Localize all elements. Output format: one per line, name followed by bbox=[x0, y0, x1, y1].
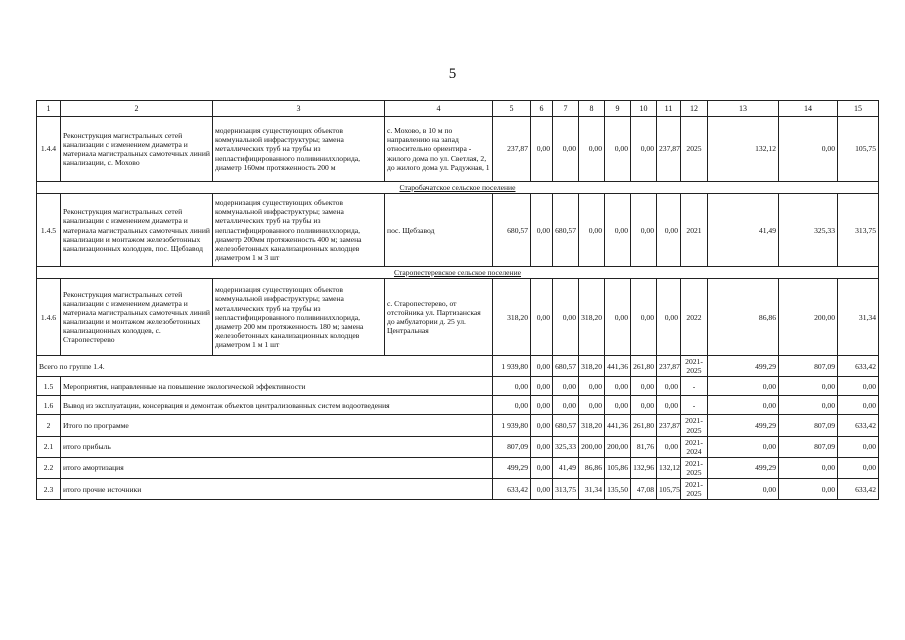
value-cell: 0,00 bbox=[631, 279, 657, 356]
value-cell: 680,57 bbox=[553, 415, 579, 436]
value-cell: 807,09 bbox=[493, 436, 531, 457]
value-cell: 318,20 bbox=[579, 279, 605, 356]
value-cell: 105,86 bbox=[605, 457, 631, 478]
value-cell: 200,00 bbox=[605, 436, 631, 457]
project-description: модернизация существующих объектов коммунальной инфраструктуры; замена металлических труб на трубы из непластифицированного поливинилхлорида, диаметр 200мм протяженность 400 м; замена железобетонных канализационных колодцев диаметром 1 м 3 шт bbox=[213, 194, 385, 267]
year-cell: 2022 bbox=[681, 279, 708, 356]
header-cell: 8 bbox=[579, 101, 605, 117]
project-name: Реконструкция магистральных сетей канализации с изменением диаметра и материала магистральных самотечных линий канализации и монтажом железобетонных канализационных колодцев, с. Старопестерево bbox=[61, 279, 213, 356]
section-title: Старобачатское сельское поселение bbox=[37, 182, 879, 194]
summary-row bbox=[37, 457, 879, 478]
value-cell: 0,00 bbox=[631, 117, 657, 182]
value-cell: 31,34 bbox=[838, 279, 879, 356]
summary-row bbox=[37, 415, 879, 436]
value-cell: 237,87 bbox=[657, 356, 681, 377]
value-cell: 680,57 bbox=[493, 194, 531, 267]
value-cell: 0,00 bbox=[657, 436, 681, 457]
header-cell: 3 bbox=[213, 101, 385, 117]
value-cell: 0,00 bbox=[531, 415, 553, 436]
value-cell: 0,00 bbox=[779, 457, 838, 478]
value-cell: 0,00 bbox=[708, 436, 779, 457]
header-row bbox=[37, 101, 879, 117]
row-number: 1.6 bbox=[37, 396, 61, 415]
summary-row bbox=[37, 377, 879, 396]
value-cell: 135,50 bbox=[605, 479, 631, 500]
value-cell: 499,29 bbox=[493, 457, 531, 478]
value-cell: 0,00 bbox=[531, 194, 553, 267]
value-cell: 86,86 bbox=[708, 279, 779, 356]
value-cell: 0,00 bbox=[657, 377, 681, 396]
header-cell: 4 bbox=[385, 101, 493, 117]
value-cell: 0,00 bbox=[553, 279, 579, 356]
value-cell: 105,75 bbox=[657, 479, 681, 500]
value-cell: 0,00 bbox=[838, 396, 879, 415]
value-cell: 633,42 bbox=[838, 415, 879, 436]
row-number: 2 bbox=[37, 415, 61, 436]
value-cell: 0,00 bbox=[579, 194, 605, 267]
summary-label: Вывод из эксплуатации, консервация и демонтаж объектов централизованных систем водоотведения bbox=[61, 396, 493, 415]
value-cell: 680,57 bbox=[553, 194, 579, 267]
year-cell: 2021-2025 bbox=[681, 457, 708, 478]
value-cell: 633,42 bbox=[493, 479, 531, 500]
summary-label: итого прибыль bbox=[61, 436, 493, 457]
header-cell: 11 bbox=[657, 101, 681, 117]
value-cell: 0,00 bbox=[657, 279, 681, 356]
project-name: Реконструкция магистральных сетей канализации с изменением диаметра и материала магистральных самотечных линий канализации, с. Мохово bbox=[61, 117, 213, 182]
value-cell: 0,00 bbox=[493, 396, 531, 415]
page-number: 5 bbox=[448, 66, 457, 82]
summary-label: Мероприятия, направленные на повышение экологической эффективности bbox=[61, 377, 493, 396]
value-cell: 0,00 bbox=[779, 117, 838, 182]
total-label: Всего по группе 1.4. bbox=[37, 356, 493, 377]
value-cell: 313,75 bbox=[553, 479, 579, 500]
value-cell: 105,75 bbox=[838, 117, 879, 182]
year-cell: - bbox=[681, 377, 708, 396]
value-cell: 325,33 bbox=[553, 436, 579, 457]
header-cell: 13 bbox=[708, 101, 779, 117]
value-cell: 0,00 bbox=[631, 396, 657, 415]
value-cell: 0,00 bbox=[531, 396, 553, 415]
year-cell: 2021-2025 bbox=[681, 479, 708, 500]
value-cell: 261,80 bbox=[631, 356, 657, 377]
year-cell: 2021-2025 bbox=[681, 356, 708, 377]
investment-program-table bbox=[36, 100, 879, 500]
value-cell: 237,87 bbox=[493, 117, 531, 182]
value-cell: 31,34 bbox=[579, 479, 605, 500]
value-cell: 313,75 bbox=[838, 194, 879, 267]
value-cell: 41,49 bbox=[553, 457, 579, 478]
summary-row bbox=[37, 436, 879, 457]
value-cell: 261,80 bbox=[631, 415, 657, 436]
value-cell: 0,00 bbox=[779, 479, 838, 500]
value-cell: 0,00 bbox=[605, 194, 631, 267]
value-cell: 0,00 bbox=[631, 194, 657, 267]
value-cell: 200,00 bbox=[779, 279, 838, 356]
project-location: пос. Щебзавод bbox=[385, 194, 493, 267]
section-row bbox=[37, 267, 879, 279]
year-cell: 2021-2024 bbox=[681, 436, 708, 457]
row-number: 2.3 bbox=[37, 479, 61, 500]
summary-row bbox=[37, 479, 879, 500]
value-cell: 0,00 bbox=[657, 396, 681, 415]
row-number: 2.1 bbox=[37, 436, 61, 457]
summary-label: итого прочие источники bbox=[61, 479, 493, 500]
project-name: Реконструкция магистральных сетей канализации с изменением диаметра и материала магистральных самотечных линий канализации и монтажом железобетонных канализационных колодцев, пос. Щебзавод bbox=[61, 194, 213, 267]
value-cell: 0,00 bbox=[531, 356, 553, 377]
value-cell: 325,33 bbox=[779, 194, 838, 267]
value-cell: 132,96 bbox=[631, 457, 657, 478]
value-cell: 0,00 bbox=[579, 377, 605, 396]
value-cell: 237,87 bbox=[657, 415, 681, 436]
value-cell: 0,00 bbox=[838, 436, 879, 457]
value-cell: 0,00 bbox=[708, 377, 779, 396]
value-cell: 47,08 bbox=[631, 479, 657, 500]
header-cell: 6 bbox=[531, 101, 553, 117]
table-row bbox=[37, 117, 879, 182]
value-cell: 807,09 bbox=[779, 356, 838, 377]
header-cell: 7 bbox=[553, 101, 579, 117]
value-cell: 0,00 bbox=[657, 194, 681, 267]
value-cell: 807,09 bbox=[779, 415, 838, 436]
year-cell: 2021-2025 bbox=[681, 415, 708, 436]
value-cell: 499,29 bbox=[708, 356, 779, 377]
value-cell: 633,42 bbox=[838, 479, 879, 500]
table-row bbox=[37, 194, 879, 267]
header-cell: 1 bbox=[37, 101, 61, 117]
value-cell: 86,86 bbox=[579, 457, 605, 478]
value-cell: 441,36 bbox=[605, 356, 631, 377]
value-cell: 0,00 bbox=[779, 377, 838, 396]
row-number: 1.5 bbox=[37, 377, 61, 396]
value-cell: 200,00 bbox=[579, 436, 605, 457]
project-location: с. Мохово, в 10 м по направлению на запад относительно ориентира - жилого дома по ул. Светлая, 2, до жилого дома ул. Радужная, 1 bbox=[385, 117, 493, 182]
value-cell: 0,00 bbox=[708, 396, 779, 415]
header-cell: 9 bbox=[605, 101, 631, 117]
value-cell: 0,00 bbox=[531, 436, 553, 457]
value-cell: 0,00 bbox=[531, 279, 553, 356]
value-cell: 81,76 bbox=[631, 436, 657, 457]
value-cell: 441,36 bbox=[605, 415, 631, 436]
value-cell: 1 939,80 bbox=[493, 356, 531, 377]
header-cell: 12 bbox=[681, 101, 708, 117]
value-cell: 237,87 bbox=[657, 117, 681, 182]
value-cell: 499,29 bbox=[708, 457, 779, 478]
value-cell: 680,57 bbox=[553, 356, 579, 377]
value-cell: 0,00 bbox=[605, 279, 631, 356]
project-location: с. Старопестерево, от отстойника ул. Партизанская до амбулатории д. 25 ул. Центральная bbox=[385, 279, 493, 356]
row-number: 1.4.5 bbox=[37, 194, 61, 267]
value-cell: 0,00 bbox=[553, 396, 579, 415]
project-description: модернизация существующих объектов коммунальной инфраструктуры; замена металлических труб на трубы из непластифицированного поливинилхлорида, диаметр 160мм протяженность 200 м bbox=[213, 117, 385, 182]
value-cell: 0,00 bbox=[531, 479, 553, 500]
value-cell: 0,00 bbox=[531, 377, 553, 396]
section-row bbox=[37, 182, 879, 194]
value-cell: 318,20 bbox=[579, 356, 605, 377]
year-cell: 2021 bbox=[681, 194, 708, 267]
value-cell: 132,12 bbox=[708, 117, 779, 182]
summary-row bbox=[37, 396, 879, 415]
value-cell: 0,00 bbox=[838, 377, 879, 396]
value-cell: 0,00 bbox=[605, 396, 631, 415]
value-cell: 0,00 bbox=[579, 117, 605, 182]
value-cell: 807,09 bbox=[779, 436, 838, 457]
value-cell: 0,00 bbox=[553, 377, 579, 396]
header-cell: 15 bbox=[838, 101, 879, 117]
value-cell: 0,00 bbox=[708, 479, 779, 500]
value-cell: 318,20 bbox=[493, 279, 531, 356]
value-cell: 0,00 bbox=[493, 377, 531, 396]
row-number: 1.4.6 bbox=[37, 279, 61, 356]
header-cell: 2 bbox=[61, 101, 213, 117]
header-cell: 10 bbox=[631, 101, 657, 117]
value-cell: 132,12 bbox=[657, 457, 681, 478]
section-title: Старопестеревское сельское поселение bbox=[37, 267, 879, 279]
project-description: модернизация существующих объектов коммунальной инфраструктуры; замена металлических труб на трубы из непластифицированного поливинилхлорида, диаметр 200 мм протяженность 180 м; замена железобетонных канализационных колодцев диаметром 1 м 1 шт bbox=[213, 279, 385, 356]
year-cell: 2025 bbox=[681, 117, 708, 182]
summary-label: Итого по программе bbox=[61, 415, 493, 436]
value-cell: 0,00 bbox=[531, 117, 553, 182]
row-number: 2.2 bbox=[37, 457, 61, 478]
value-cell: 0,00 bbox=[631, 377, 657, 396]
value-cell: 0,00 bbox=[531, 457, 553, 478]
value-cell: 1 939,80 bbox=[493, 415, 531, 436]
row-number: 1.4.4 bbox=[37, 117, 61, 182]
value-cell: 633,42 bbox=[838, 356, 879, 377]
value-cell: 499,29 bbox=[708, 415, 779, 436]
year-cell: - bbox=[681, 396, 708, 415]
value-cell: 0,00 bbox=[553, 117, 579, 182]
value-cell: 41,49 bbox=[708, 194, 779, 267]
value-cell: 0,00 bbox=[838, 457, 879, 478]
value-cell: 0,00 bbox=[579, 396, 605, 415]
value-cell: 0,00 bbox=[605, 117, 631, 182]
value-cell: 318,20 bbox=[579, 415, 605, 436]
header-cell: 14 bbox=[779, 101, 838, 117]
total-row bbox=[37, 356, 879, 377]
summary-label: итого амортизация bbox=[61, 457, 493, 478]
table-row bbox=[37, 279, 879, 356]
header-cell: 5 bbox=[493, 101, 531, 117]
value-cell: 0,00 bbox=[779, 396, 838, 415]
value-cell: 0,00 bbox=[605, 377, 631, 396]
